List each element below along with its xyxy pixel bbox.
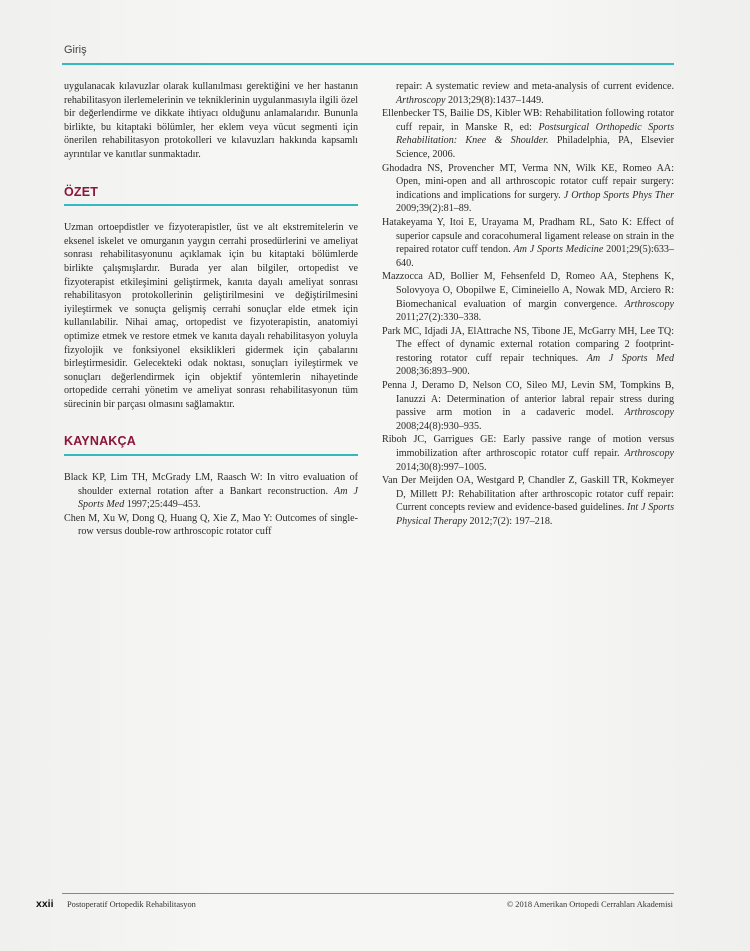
- footer-rule: [62, 893, 674, 894]
- reference-text: repair: A systematic review and meta-analysis of current evidence.: [396, 81, 674, 92]
- right-column: [382, 80, 674, 529]
- reference-journal: Postsurgical Orthopedic Sports Rehabilitation: Knee & Shoulder.: [396, 121, 674, 147]
- reference-text: Penna J, Deramo D, Nelson CO, Sileo MJ, Levin SM, Tompkins B, Ianuzzi A: Determination of anterior labral repair stress during passive arm motion in a cadaveric model.: [382, 380, 674, 419]
- book-title: Postoperatif Ortopedik Rehabilitasyon: [67, 900, 196, 909]
- reference-journal: Arthroscopy: [624, 298, 674, 310]
- reference-text: Van Der Meijden OA, Westgard P, Chandler Z, Gaskill TR, Kokmeyer D, Millett PJ: Rehabilitation after arthroscopic rotator cuff repair: Current concepts review and evidence-based guidelines.: [382, 475, 674, 514]
- reference-tail: 2001;29(5):633–640.: [396, 244, 675, 269]
- reference-journal: Arthroscopy: [624, 407, 674, 419]
- reference-tail: Philadelphia, PA, Elsevier Science, 2006.: [396, 135, 674, 160]
- reference-tail: 2009;39(2):81–89.: [396, 203, 472, 215]
- reference-journal: J Orthop Sports Phys Ther: [563, 189, 674, 201]
- reference-text: Park MC, Idjadi JA, ElAttrache NS, Tibone JE, McGarry MH, Lee TQ: The effect of dynamic external rotation comparing 2 footprint-restoring rotator cuff repair techniques.: [382, 325, 674, 364]
- reference-text: Mazzocca AD, Bollier M, Fehsenfeld D, Romeo AA, Stephens K, Solovyoya O, Obopilwe E, Cimineiello A, Nowak MD, Arciero R: Biomechanical evaluation of margin convergence.: [382, 271, 674, 310]
- reference-item: [382, 216, 674, 270]
- reference-text: Black KP, Lim TH, McGrady LM, Raasch W: In vitro evaluation of shoulder external rotation after a Bankart reconstruction.: [64, 472, 358, 497]
- reference-journal: Am J Sports Med: [586, 352, 674, 364]
- reference-item: [382, 474, 674, 528]
- intro-paragraph: uygulanacak kılavuzlar olarak kullanılması gerektiğini ve her hastanın rehabilitasyon ilerlemelerinin ve tekniklerinin uygulanmasıyla ilgili özel bir değerlendirme ve dikkate ihtiyacı olduğunu anlamalarıdır. Bununla birlikte, bu kitaptaki bölümler, her eklem veya vücut segmenti için önerilen rehabilitasyon protokolleri ve kılavuzları hakkında kapsamlı ayrıntılar ve kanıtlar sunmaktadır.: [64, 81, 358, 160]
- reference-item: [382, 433, 674, 474]
- summary-paragraph: Uzman ortoepdistler ve fizyoterapistler, üst ve alt ekstremitelerin ve eksenel iskelet ve omurganın yaygın cerrahi prosedürlerini ve ameliyat sonrası rehabilitasyonunu açıklamak için bu kitaptaki bölümlerde birlikte çalışmışlardır. Burada yer alan bilgiler, ortopedist ve fizyoterapist etkileşimini geliştirmek, kanıta dayalı ameliyat sonrası rehabilitasyon protokollerinin geliştirilmesini ve değiştirilmesini iyileştirmek ve sonuçta gelişmiş cerrahi sonuçlar elde etmek için kullanılabilir. Nihai amaç, ortopedist ve fizyoterapistin, anatomiyi optimize etmek ve restore etmek ve kanıta dayalı rehabilitasyon yoluyla fizyolojik ve fonksiyonel eksiklikleri gidermek için çabalarını birleştirmesidir. Gelecekteki odak noktası, sonuçları iyileştirmek ve sonuçları değerlendirmek için objektif yöntemlerin nihayetinde ortopedide cerrahi yönetim ve ameliyat sonrası rehabilitasyonun tüm sürecinin bir parçası olmasını sağlamaktır.: [64, 222, 358, 410]
- reference-item: [382, 162, 674, 216]
- summary-rule: [64, 204, 358, 206]
- copyright-notice: © 2018 Amerikan Ortopedi Cerrahları Akademisi: [506, 900, 673, 909]
- reference-item: [382, 379, 674, 433]
- references-rule: [64, 454, 358, 456]
- reference-continuation: [382, 80, 674, 107]
- reference-journal: Am J Sports Medicine: [513, 244, 604, 256]
- reference-journal: Int J Sports Physical Therapy: [396, 502, 675, 527]
- reference-tail: 2011;27(2):330–338.: [396, 312, 482, 324]
- reference-item: [382, 107, 674, 161]
- reference-tail: 2012;7(2): 197–218.: [466, 516, 553, 527]
- reference-journal: Am J Sports Med: [78, 485, 358, 511]
- header-rule: [62, 63, 674, 65]
- summary-heading: ÖZET: [64, 184, 99, 199]
- reference-item: [382, 270, 674, 324]
- reference-item: [64, 471, 358, 512]
- running-header: Giriş: [64, 44, 87, 56]
- reference-text: Ghodadra NS, Provencher MT, Verma NN, Wilk KE, Romeo AA: Open, mini-open and all arthroscopic rotator cuff repair surgery: indications and implications for surgery.: [382, 162, 674, 201]
- reference-item: [64, 512, 358, 539]
- reference-journal: Arthroscopy: [624, 448, 674, 460]
- reference-text: Hatakeyama Y, Itoi E, Urayama M, Pradham RL, Sato K: Effect of superior capsule and coracohumeral ligament release on strain in the repaired rotator cuff tendon.: [382, 216, 674, 256]
- reference-tail: 2013;29(8):1437–1449.: [445, 94, 544, 106]
- reference-text: Chen M, Xu W, Dong Q, Huang Q, Xie Z, Mao Y: Outcomes of single-row versus double-row arthroscopic rotator cuff: [64, 512, 358, 538]
- page-number: xxii: [36, 898, 54, 910]
- reference-tail: 2008;36:893–900.: [396, 366, 470, 378]
- reference-journal: Arthroscopy: [396, 94, 446, 106]
- reference-tail: 2008;24(8):930–935.: [396, 420, 482, 432]
- left-column: [64, 80, 358, 539]
- reference-tail: 2014;30(8):997–1005.: [396, 461, 487, 473]
- references-heading: KAYNAKÇA: [64, 434, 136, 449]
- reference-item: [382, 325, 674, 379]
- reference-text: Riboh JC, Garrigues GE: Early passive range of motion versus immobilization after arthroscopic rotator cuff repair.: [382, 434, 674, 460]
- reference-text: Ellenbecker TS, Bailie DS, Kibler WB: Rehabilitation following rotator cuff repair, in Manske R, ed:: [382, 108, 674, 133]
- reference-tail: 1997;25:449–453.: [124, 499, 201, 511]
